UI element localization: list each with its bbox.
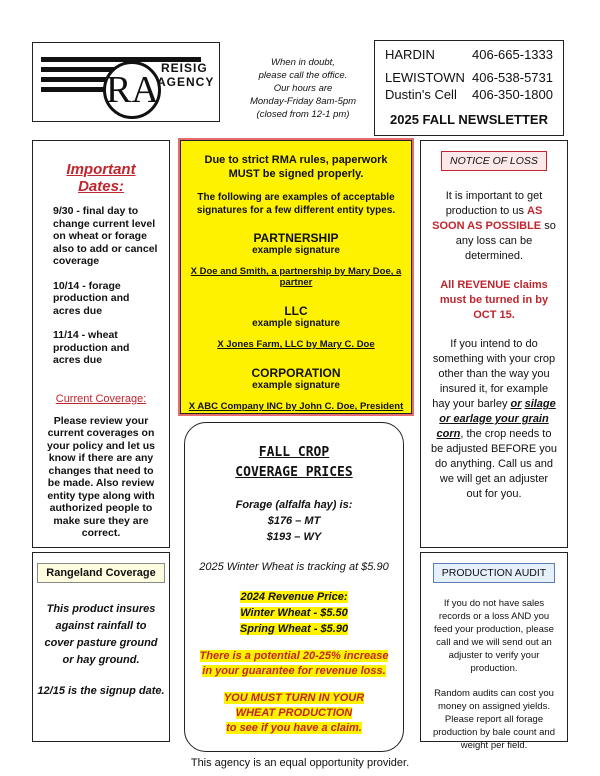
entity-name: PARTNERSHIP	[253, 231, 339, 245]
loss-p1-text: so any loss can be determined.	[455, 220, 556, 262]
contact-label: LEWISTOWN	[385, 70, 465, 85]
entity-name: CORPORATION	[251, 366, 341, 380]
hours-line: Monday-Friday 8am-5pm	[249, 96, 357, 107]
fall-crop-title-line: COVERAGE PRICES	[235, 465, 353, 480]
contact-box	[374, 40, 564, 136]
potential-text: There is a potential 20-25% increase in your guarantee for revenue loss.	[199, 650, 389, 677]
hours-line: Our hours are	[273, 83, 333, 94]
loss-p2: All REVENUE claims must be turned in by OCT 15.	[439, 279, 549, 321]
important-title-line: Important	[66, 161, 136, 178]
logo-name-1: REISIG	[161, 61, 208, 75]
forage-mt: $176 – MT	[267, 515, 321, 527]
notice-of-loss-box	[420, 140, 568, 548]
important-title	[33, 161, 169, 195]
date-item: 11/14 - wheat production and acres due	[53, 329, 130, 366]
loss-p3-emphasis: or	[510, 398, 522, 410]
newsletter-title: 2025 FALL NEWSLETTER	[390, 112, 548, 127]
rangeland-title: Rangeland Coverage	[37, 563, 164, 583]
loss-title: NOTICE OF LOSS	[441, 151, 547, 171]
fall-crop-title	[185, 443, 403, 483]
contact-phone: 406-350-1800	[472, 87, 553, 102]
revenue-winter: Winter Wheat - $5.50	[240, 607, 348, 619]
contact-label: Dustin's Cell	[385, 87, 457, 102]
loss-p3	[421, 337, 567, 502]
revenue-spring: Spring Wheat - $5.90	[239, 623, 349, 635]
logo-monogram: RA	[103, 61, 161, 119]
date-item: 10/14 - forage production and acres due	[53, 279, 130, 317]
important-title-line: Dates:	[78, 178, 124, 195]
contact-phone: 406-538-5731	[472, 70, 553, 85]
audit-title: PRODUCTION AUDIT	[433, 563, 555, 583]
rangeland-box	[32, 552, 170, 742]
contact-row	[375, 47, 563, 62]
office-hours	[238, 56, 368, 121]
revenue-prices	[185, 589, 403, 637]
logo-name-2: AGENCY	[157, 75, 215, 89]
rangeland-signup: 12/15 is the signup date.	[37, 685, 165, 697]
current-coverage-text: Please review your current coverages on your policy and let us know if there are any changes that need to be made. Also review entity type along with authorized people to make sure they are correct.	[47, 414, 155, 539]
footer-disclaimer: This agency is an equal opportunity provider.	[190, 757, 410, 769]
rangeland-text: This product insures against rainfall to cover pasture ground or hay ground.	[44, 603, 158, 666]
agency-logo	[32, 42, 220, 122]
contact-row	[375, 87, 563, 102]
loss-p1-emphasis: AS SOON AS POSSIBLE	[432, 205, 543, 232]
entity-signature: X ABC Company INC by John C. Doe, President	[188, 401, 404, 412]
entity-sub: example signature	[252, 318, 340, 329]
entity-sub: example signature	[252, 245, 340, 256]
forage-label: Forage (alfalfa hay) is:	[235, 499, 353, 511]
turn-in-line: YOU MUST TURN IN YOUR WHEAT PRODUCTION	[223, 692, 365, 719]
date-item: 9/30 - final day to change current level on wheat or forage also to add or cancel coverage	[53, 205, 158, 267]
rma-examples-intro: The following are examples of acceptable signatures for a few different entity types.	[196, 192, 396, 216]
hours-line: When in doubt,	[271, 57, 335, 68]
winter-wheat-tracking: 2025 Winter Wheat is tracking at $5.90	[199, 561, 389, 573]
loss-p3-emphasis: or earlage your grain corn	[436, 413, 549, 440]
loss-p1-text: It is important to get production to us	[445, 190, 543, 217]
contact-label: HARDIN	[385, 47, 435, 62]
entity-signature: X Jones Farm, LLC by Mary C. Doe	[217, 339, 375, 350]
audit-p2: Random audits can cost you money on assigned yields. Please report all forage production by bale count and weight per field.	[432, 688, 555, 751]
entity-name: LLC	[284, 304, 308, 318]
fall-crop-box	[184, 422, 404, 752]
hours-line: (closed from 12-1 pm)	[256, 109, 350, 120]
dates-list	[33, 205, 169, 367]
fall-crop-title-line: FALL CROP	[258, 445, 330, 460]
contact-phone: 406-665-1333	[472, 47, 553, 62]
revenue-title: 2024 Revenue Price:	[240, 591, 348, 603]
forage-wy: $193 – WY	[266, 531, 322, 543]
potential-increase	[185, 649, 403, 679]
turn-in-line: to see if you have a claim.	[226, 722, 362, 734]
audit-p1: If you do not have sales records or a loss AND you feed your production, please call and we will send out an adjuster to verify your production.	[434, 598, 554, 674]
contact-row	[375, 70, 563, 85]
entity-sub: example signature	[252, 380, 340, 391]
loss-p3-text: If you intend to do something with your crop other than the way you insured it, for example hay your barley	[432, 338, 556, 410]
rma-intro: Due to strict RMA rules, paperwork MUST be signed properly.	[204, 154, 388, 180]
loss-p1	[421, 189, 567, 264]
loss-p3-text: , the crop needs to be adjusted BEFORE you do anything. Call us and we will get an adjuster out for you.	[431, 428, 557, 500]
entity-signature: X Doe and Smith, a partnership by Mary Doe, a partner	[190, 266, 402, 288]
hours-line: please call the office.	[258, 70, 348, 81]
turn-in-notice	[185, 691, 403, 736]
loss-p3-emphasis: silage	[524, 398, 556, 410]
current-coverage-title: Current Coverage:	[55, 392, 147, 405]
production-audit-box	[420, 552, 568, 751]
rma-signature-box	[180, 140, 412, 414]
important-dates-box	[32, 140, 170, 548]
